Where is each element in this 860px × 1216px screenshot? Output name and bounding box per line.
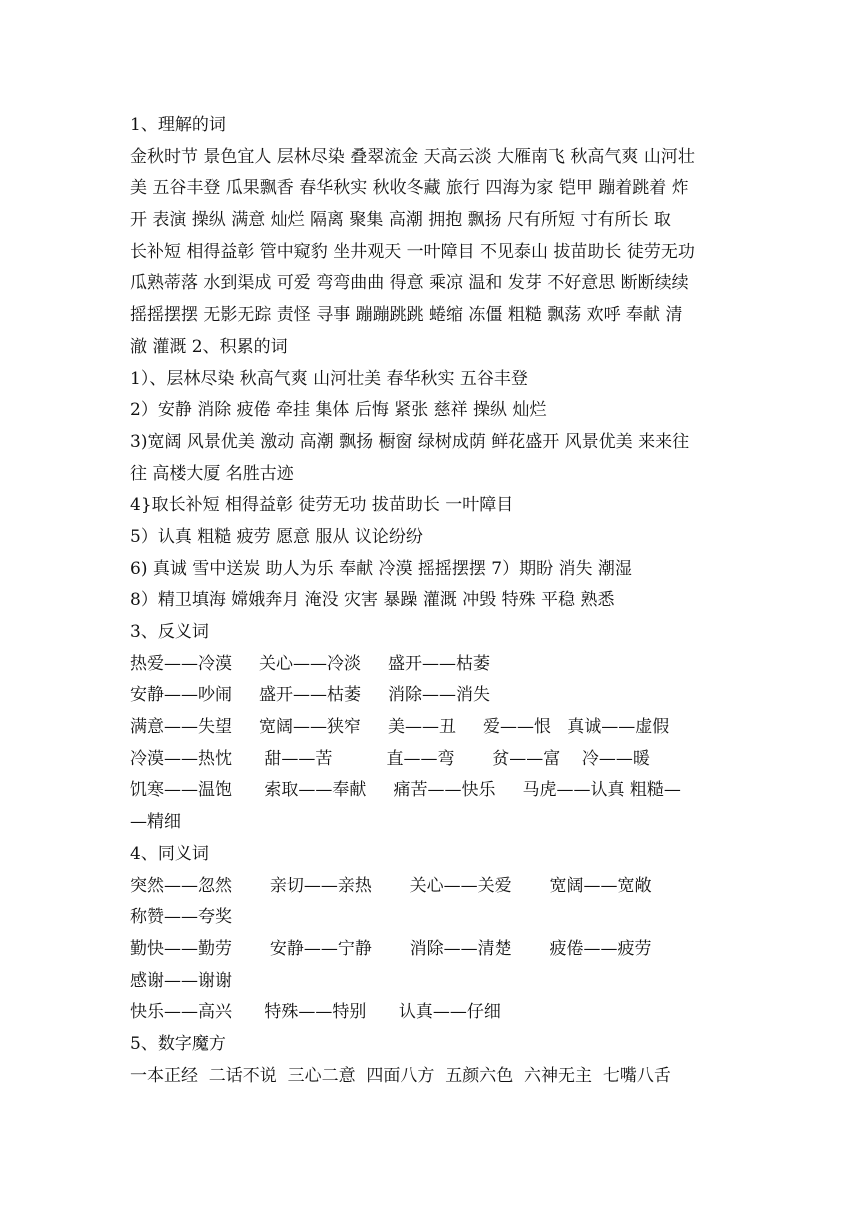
text-line: —精细 [130,812,181,833]
text-line: 突然——忽然 亲切——亲热 关心——关爱 宽阔——宽敞 [130,875,652,896]
text-line: 瓜熟蒂落 水到渠成 可爱 弯弯曲曲 得意 乘凉 温和 发芽 不好意思 断断续续 [130,273,689,294]
text-line: 2）安静 消除 疲倦 牵挂 集体 后悔 紧张 慈祥 操纵 灿烂 [130,400,547,421]
heading-synonyms: 4、同义词 [130,843,209,864]
text-line: 3)宽阔 风景优美 激动 高潮 飘扬 橱窗 绿树成荫 鲜花盛开 风景优美 来来往 [130,431,690,452]
text-line: 一本正经 二话不说 三心二意 四面八方 五颜六色 六神无主 七嘴八舌 [130,1065,671,1086]
text-line: 称赞——夸奖 [130,907,232,928]
text-line: 开 表演 操纵 满意 灿烂 隔离 聚集 高潮 拥抱 飘扬 尺有所短 寸有所长 取 [130,210,671,231]
text-line: 安静——吵闹 盛开——枯萎 消除——消失 [130,685,491,706]
heading-number-magic: 5、数字魔方 [130,1033,226,1054]
text-line: 感谢——谢谢 [130,970,232,991]
text-line: 满意——失望 宽阔——狭窄 美——丑 爱——恨 真诚——虚假 [130,717,670,738]
text-line: 勤快——勤劳 安静——宁静 消除——清楚 疲倦——疲劳 [130,938,652,959]
document-page [130,110,730,1092]
text-line: 6) 真诚 雪中送炭 助人为乐 奉献 冷漠 摇摇摆摆 7）期盼 消失 潮湿 [130,558,632,579]
text-line: 热爱——冷漠 关心——冷淡 盛开——枯萎 [130,653,491,674]
text-line: 快乐——高兴 特殊——特别 认真——仔细 [130,1002,501,1023]
text-line: 美 五谷丰登 瓜果飘香 春华秋实 秋收冬藏 旅行 四海为家 铠甲 蹦着跳着 炸 [130,178,689,199]
text-line: 1）、层林尽染 秋高气爽 山河壮美 春华秋实 五谷丰登 [130,368,528,389]
text-line: 4}取长补短 相得益彰 徒劳无功 拔苗助长 一叶障目 [130,495,514,516]
text-line: 金秋时节 景色宜人 层林尽染 叠翠流金 天高云淡 大雁南飞 秋高气爽 山河壮 [130,146,695,167]
text-line: 冷漠——热忱 甜——苦 直——弯 贫——富 冷——暖 [130,748,650,769]
text-line: 澈 灌溉 2、积累的词 [130,336,288,357]
heading-antonyms: 3、反义词 [130,622,209,642]
text-line: 摇摇摆摆 无影无踪 责怪 寻事 蹦蹦跳跳 蜷缩 冻僵 粗糙 飘荡 欢呼 奉献 清 [130,305,683,326]
heading-understood-words: 1、理解的词 [130,115,226,135]
text-line: 长补短 相得益彰 管中窥豹 坐井观天 一叶障目 不见泰山 拔苗助长 徒劳无功 [130,241,695,262]
text-line: 8）精卫填海 嫦娥奔月 淹没 灾害 暴躁 灌溉 冲毁 特殊 平稳 熟悉 [130,590,615,611]
text-line: 5）认真 粗糙 疲劳 愿意 服从 议论纷纷 [130,526,423,547]
text-line: 往 高楼大厦 名胜古迹 [130,463,294,484]
text-line: 饥寒——温饱 索取——奉献 痛苦——快乐 马虎——认真 粗糙— [130,780,681,801]
